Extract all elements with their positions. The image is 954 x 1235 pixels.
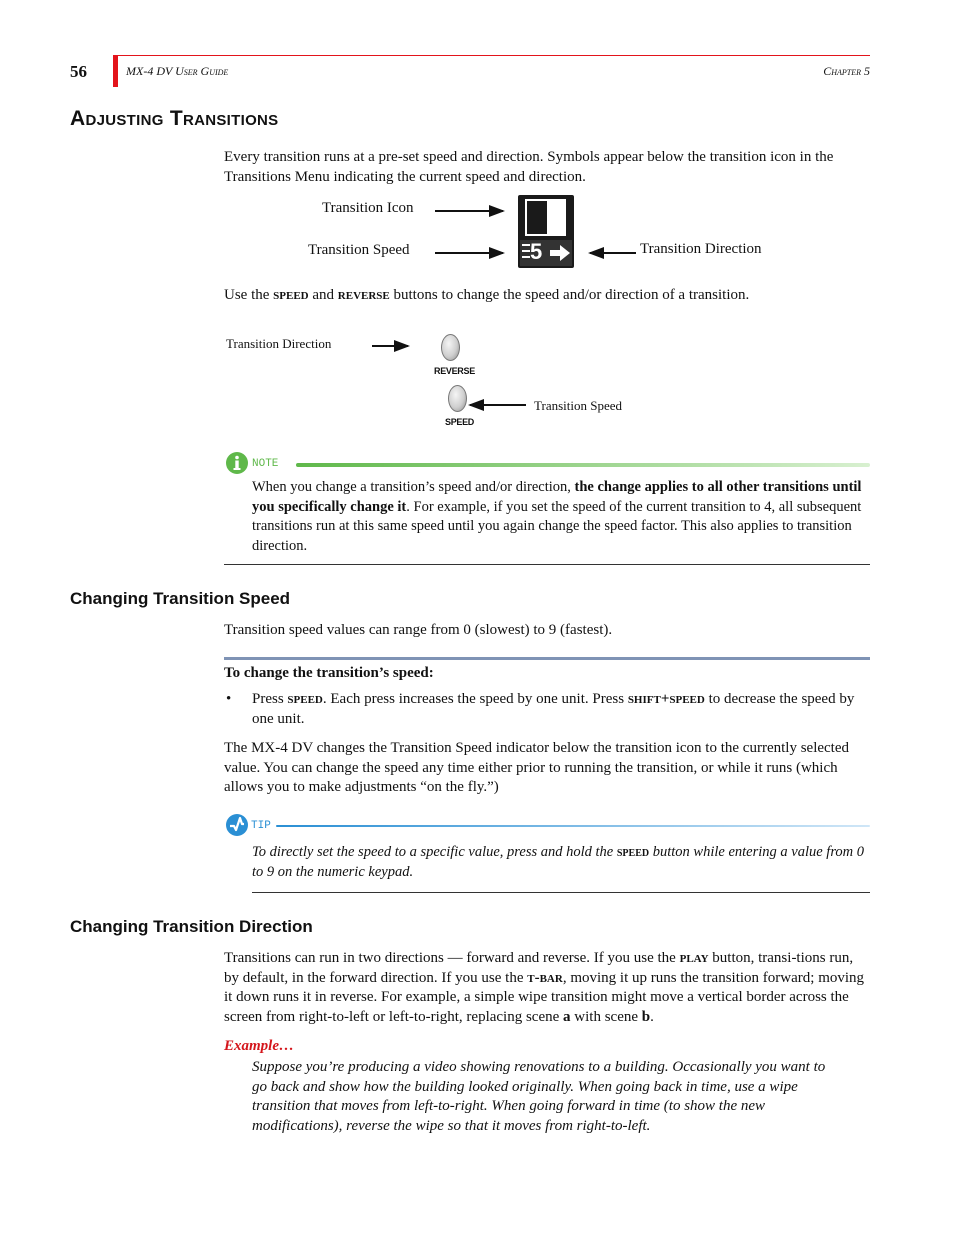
direction-paragraph: Transitions can run in two directions — forward and reverse. If you use the play button, transi-tions run, by default, in the forward direction. If you use the t-bar, moving it up runs the transition forward; moving it down runs it in reverse. For example, a simple wipe transition might move a vertical border across the screen from right-to-left or left-to-right, replacing scene a with scene b.	[224, 950, 865, 1025]
speed-digit: 5	[530, 239, 543, 264]
arrow-left-icon	[470, 404, 526, 406]
speed-range-text: Transition speed values can range from 0 (slowest) to 9 (fastest).	[224, 622, 613, 638]
example-text: Suppose you’re producing a video showing renovations to a building. Occasionally you want to go back and show how the building looked originally. When going back in time, use a wipe transition that moves from left-to-right. When going forward in time (to show the new modifications), reverse the wipe so that it moves from right-to-left.	[252, 1059, 826, 1134]
header-red-bar	[113, 55, 118, 87]
speed-bar-icon	[522, 256, 530, 258]
direction-arrow-icon	[548, 242, 572, 264]
reverse-key: reverse	[337, 287, 390, 303]
info-icon	[225, 451, 249, 475]
tip-icon	[225, 813, 249, 837]
speed-bullet: Press speed. Each press increases the speed by one unit. Press shift+speed to decrease the speed by one unit.	[252, 691, 855, 727]
chapter-label: Chapter 5	[823, 64, 870, 78]
tip-divider	[252, 892, 870, 893]
example-label: Example…	[224, 1038, 294, 1054]
note-text: When you change a transition’s speed and/or direction, the change applies to all other transitions until you specifically change it. For example, if you set the speed of the current transition to 4, all subsequent transitions run at this same speed until you again change the speed factor. This also applies to transition direction.	[252, 479, 862, 554]
speed-bar-icon	[522, 250, 530, 252]
intro-paragraph: Every transition runs at a pre-set speed and direction. Symbols appear below the transition icon in the Transitions Menu indicating the current speed and direction.	[224, 149, 834, 185]
speed-button[interactable]	[448, 385, 467, 412]
procedure-title: To change the transition’s speed:	[224, 665, 434, 681]
speed-bar-icon	[522, 244, 530, 246]
bullet-icon: •	[226, 691, 232, 707]
note-rule	[296, 463, 870, 467]
arrow-left-icon	[590, 252, 636, 254]
transition-speed-label: Transition Speed	[308, 242, 410, 258]
note-label: NOTE	[252, 458, 279, 470]
page-number: 56	[70, 62, 87, 81]
arrow-right-icon	[372, 345, 408, 347]
tip-label: TIP	[251, 820, 271, 832]
speed-button-label: SPEED	[445, 417, 475, 427]
arrow-right-icon	[435, 252, 503, 254]
speed-paragraph: The MX-4 DV changes the Transition Speed indicator below the transition icon to the currently selected value. You can change the speed any time either prior to running the transition, or while it runs (which allows you to make adjustments “on the fly.”)	[224, 740, 849, 795]
tip-text: To directly set the speed to a specific value, press and hold the speed button while entering a value from 0 to 9 on the numeric keypad.	[252, 844, 865, 880]
tip-rule	[276, 825, 870, 827]
section-title: Adjusting Transitions	[70, 107, 279, 130]
buttons-paragraph: Use the speed and reverse buttons to change the speed and/or direction of a transition.	[224, 287, 750, 303]
reverse-button-label: REVERSE	[434, 366, 475, 376]
transition-direction-label: Transition Direction	[640, 241, 762, 257]
speed-callout-label: Transition Speed	[534, 398, 622, 413]
guide-title: MX-4 DV User Guide	[126, 64, 229, 78]
arrow-right-icon	[435, 210, 503, 212]
note-divider	[224, 564, 870, 565]
procedure-rule	[224, 657, 870, 660]
direction-section-title: Changing Transition Direction	[70, 917, 313, 936]
wipe-frame-icon	[525, 199, 566, 236]
speed-key: speed	[273, 287, 309, 303]
direction-callout-label: Transition Direction	[226, 336, 332, 351]
reverse-button[interactable]	[441, 334, 460, 361]
header-rule	[113, 55, 870, 56]
speed-section-title: Changing Transition Speed	[70, 589, 291, 608]
transition-icon-label: Transition Icon	[322, 200, 414, 216]
